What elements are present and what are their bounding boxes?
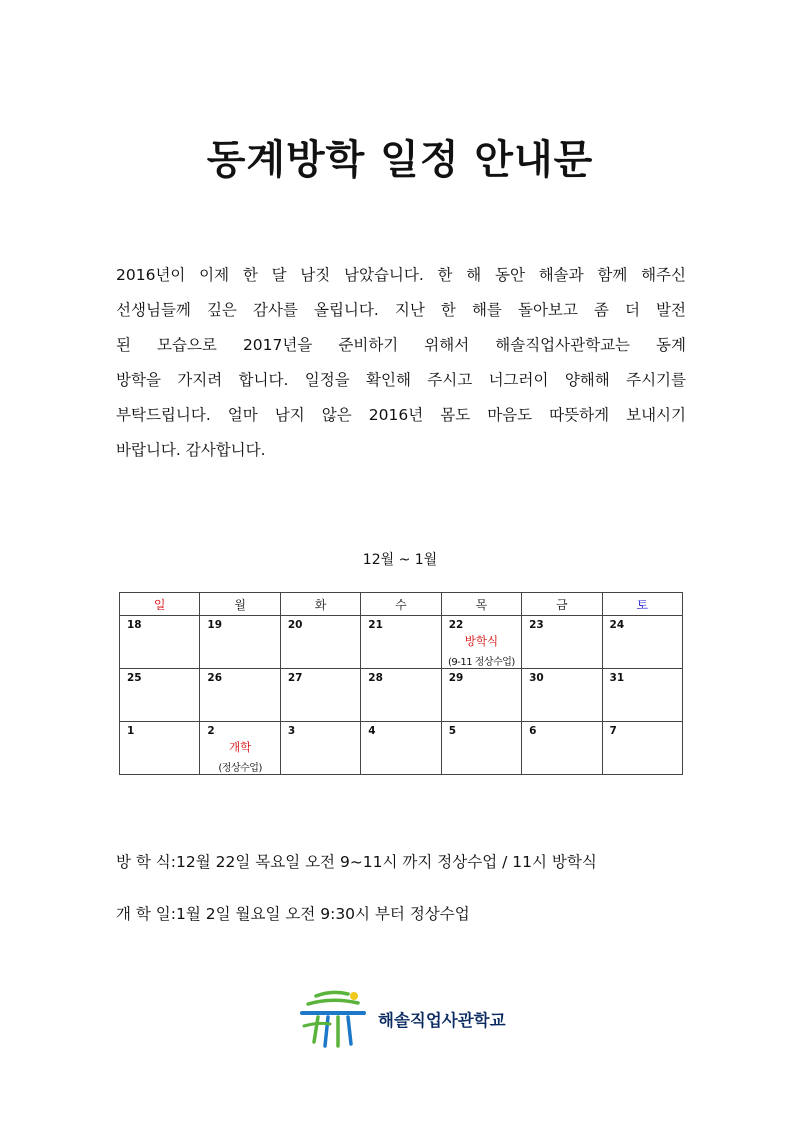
intro-line: 방학을 가지려 합니다. 일정을 확인해 주시고 너그러이 양해해 주시기를	[116, 371, 686, 389]
page-title: 동계방학 일정 안내문	[206, 137, 594, 183]
calendar-day-cell	[361, 669, 441, 722]
calendar-day-cell	[200, 669, 280, 722]
intro-line: 2016년이 이제 한 달 남짓 남았습니다. 한 해 동안 해솔과 함께 해주신	[116, 266, 686, 284]
calendar-day-number: 24	[609, 619, 625, 631]
weekday-monday: 월	[200, 593, 280, 616]
calendar-day-number: 31	[609, 672, 625, 684]
calendar-day-cell	[441, 669, 521, 722]
intro-line: 바랍니다. 감사합니다.	[116, 441, 266, 459]
calendar-day-number: 7	[609, 725, 617, 737]
calendar-day-cell	[361, 722, 441, 775]
calendar-day-number: 27	[287, 672, 303, 684]
calendar-day-number: 2	[207, 725, 215, 737]
calendar-event-note: (정상수업)	[218, 763, 262, 774]
calendar-event-label: 개학	[229, 740, 252, 754]
calendar-day-number: 3	[287, 725, 296, 737]
weekday-thursday: 목	[441, 593, 521, 616]
calendar-day-cell	[200, 616, 280, 669]
calendar-day-number: 5	[448, 725, 456, 737]
school-logo	[298, 984, 528, 1054]
calendar-day-number: 1	[127, 725, 135, 737]
calendar-day-cell	[120, 722, 200, 775]
school-logo-icon	[298, 984, 378, 1054]
calendar-day-number: 18	[127, 619, 142, 631]
calendar-day-number: 19	[207, 619, 223, 631]
calendar-period-label: 12월 ~ 1월	[362, 552, 438, 568]
calendar-event-note: (9-11 정상수업)	[447, 657, 515, 668]
calendar-day-number: 4	[368, 725, 376, 737]
weekday-friday: 금	[522, 593, 602, 616]
calendar-day-number: 26	[207, 672, 223, 684]
intro-line: 부탁드립니다. 얼마 남지 않은 2016년 몸도 마음도 따뜻하게 보내시기	[116, 406, 686, 424]
weekday-header-row	[120, 593, 683, 616]
weekday-tuesday: 화	[280, 593, 360, 616]
calendar-day-cell	[120, 669, 200, 722]
calendar-day-cell	[280, 669, 360, 722]
calendar-day-number: 28	[368, 672, 383, 684]
calendar-week-row	[120, 669, 683, 722]
calendar-day-number: 20	[287, 619, 303, 631]
calendar-day-number: 6	[529, 725, 537, 737]
closing-ceremony-info: 방 학 식:12월 22일 목요일 오전 9~11시 까지 정상수업 / 11시 방학식	[116, 853, 597, 871]
calendar-table	[119, 592, 683, 775]
calendar-day-cell	[200, 722, 280, 775]
school-logo-text: 해솔직업사관학교	[378, 1011, 506, 1030]
calendar-day-cell	[522, 722, 602, 775]
calendar-week-row	[120, 616, 683, 669]
calendar-day-cell	[441, 616, 521, 669]
calendar-day-cell	[602, 669, 682, 722]
calendar-day-number: 22	[448, 619, 464, 631]
weekday-sunday: 일	[120, 593, 200, 616]
opening-day-info: 개 학 일:1월 2일 월요일 오전 9:30시 부터 정상수업	[116, 905, 470, 923]
calendar-day-cell	[120, 616, 200, 669]
intro-paragraph	[116, 258, 686, 468]
calendar-week-row	[120, 722, 683, 775]
calendar-event-label: 방학식	[464, 634, 499, 648]
intro-line: 된 모습으로 2017년을 준비하기 위해서 해솔직업사관학교는 동계	[116, 336, 686, 354]
calendar-day-cell	[280, 722, 360, 775]
calendar-day-cell	[441, 722, 521, 775]
calendar-day-number: 23	[529, 619, 544, 631]
calendar-day-cell	[602, 722, 682, 775]
calendar-day-number: 25	[127, 672, 142, 684]
calendar-day-cell	[522, 616, 602, 669]
weekday-saturday: 토	[602, 593, 682, 616]
calendar-day-number: 29	[448, 672, 464, 684]
calendar-day-cell	[602, 616, 682, 669]
intro-line: 선생님들께 깊은 감사를 올립니다. 지난 한 해를 돌아보고 좀 더 발전	[116, 301, 686, 319]
calendar-day-cell	[361, 616, 441, 669]
calendar-day-cell	[280, 616, 360, 669]
calendar-day-cell	[522, 669, 602, 722]
calendar-day-number: 30	[529, 672, 544, 684]
calendar-day-number: 21	[368, 619, 383, 631]
weekday-wednesday: 수	[361, 593, 441, 616]
